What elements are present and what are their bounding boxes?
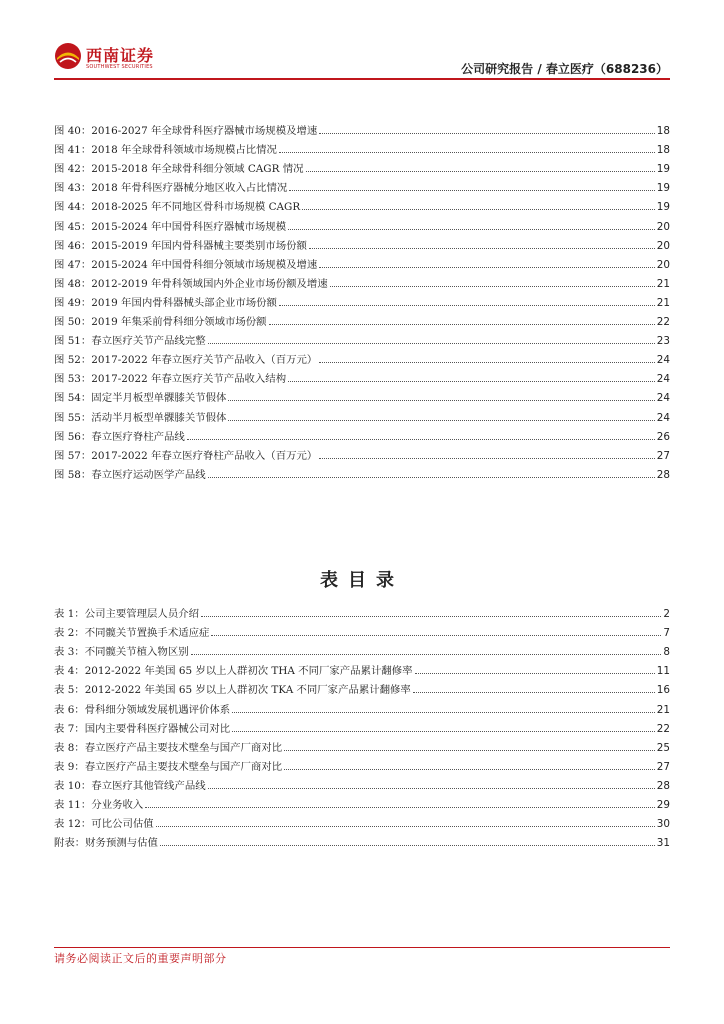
toc-entry[interactable] (54, 792, 670, 811)
toc-leader-dots (319, 458, 655, 459)
toc-leader-dots (415, 673, 655, 674)
toc-leader-dots (228, 420, 654, 421)
toc-entry-page[interactable]: 29 (656, 799, 670, 812)
toc-entry-label[interactable]: 图 55：活动半月板型单髁膝关节假体 (54, 411, 227, 424)
toc-entry-page[interactable]: 2 (663, 608, 670, 621)
header-divider (54, 78, 670, 80)
toc-leader-dots (269, 324, 655, 325)
toc-entry-page[interactable]: 18 (656, 144, 670, 157)
toc-entry-page[interactable]: 11 (656, 665, 670, 678)
toc-entry-page[interactable]: 24 (656, 411, 670, 424)
brand-name-en: SOUTHWEST SECURITIES (86, 64, 153, 70)
toc-entry-page[interactable]: 19 (656, 182, 670, 195)
toc-entry-label[interactable]: 图 54：固定半月板型单髁膝关节假体 (54, 392, 227, 405)
toc-entry-label[interactable]: 表 1：公司主要管理层人员介绍 (54, 608, 199, 621)
toc-entry[interactable] (54, 328, 670, 347)
toc-entry[interactable] (54, 194, 670, 213)
brand-name-cn: 西南证券 (86, 46, 155, 65)
toc-entry[interactable] (54, 735, 670, 754)
toc-leader-dots (208, 788, 655, 789)
toc-entry-page[interactable]: 23 (656, 335, 670, 348)
toc-leader-dots (309, 248, 655, 249)
toc-entry-label[interactable]: 图 57：2017-2022 年春立医疗脊柱产品收入（百万元） (54, 449, 318, 462)
toc-leader-dots (201, 616, 661, 617)
toc-entry-label[interactable]: 图 50：2019 年集采前骨科细分领域市场份额 (54, 316, 267, 329)
toc-leader-dots (156, 826, 655, 827)
toc-entry[interactable] (54, 233, 670, 252)
toc-entry-page[interactable]: 19 (656, 163, 670, 176)
toc-leader-dots (279, 152, 655, 153)
toc-entry-label[interactable]: 附表：财务预测与估值 (54, 837, 158, 850)
toc-entry-label[interactable]: 表 5：2012-2022 年美国 65 岁以上人群初次 TKA 不同厂家产品累计翻修率 (54, 684, 411, 697)
toc-leader-dots (306, 171, 655, 172)
toc-leader-dots (232, 712, 655, 713)
toc-entry-label[interactable]: 图 41：2018 年全球骨科领域市场规模占比情况 (54, 144, 277, 157)
toc-leader-dots (211, 635, 661, 636)
toc-entry[interactable] (54, 462, 670, 481)
toc-entry-page[interactable]: 31 (656, 837, 670, 850)
toc-entry-page[interactable]: 8 (663, 646, 670, 659)
toc-entry[interactable] (54, 424, 670, 443)
toc-entry[interactable] (54, 639, 670, 658)
report-title: 公司研究报告 / 春立医疗（688236） (461, 62, 668, 76)
toc-entry-label[interactable]: 图 46：2015-2019 年国内骨科器械主要类别市场份额 (54, 239, 307, 252)
toc-entry-label[interactable]: 图 53：2017-2022 年春立医疗关节产品收入结构 (54, 373, 287, 386)
table-toc-list (54, 601, 670, 849)
toc-leader-dots (319, 133, 655, 134)
toc-entry-page[interactable]: 28 (656, 779, 670, 792)
toc-entry-label[interactable]: 图 42：2015-2018 年全球骨科细分领域 CAGR 情况 (54, 163, 304, 176)
toc-entry-label[interactable]: 图 47：2015-2024 年中国骨科细分领域市场规模及增速 (54, 258, 318, 271)
toc-entry-page[interactable]: 20 (656, 220, 670, 233)
toc-entry-label[interactable]: 表 4：2012-2022 年美国 65 岁以上人群初次 THA 不同厂家产品累计翻修率 (54, 665, 413, 678)
toc-entry-label[interactable]: 表 9：春立医疗产品主要技术壁垒与国产厂商对比 (54, 760, 283, 773)
toc-entry[interactable] (54, 347, 670, 366)
toc-entry[interactable] (54, 175, 670, 194)
toc-leader-dots (191, 654, 662, 655)
toc-leader-dots (228, 400, 654, 401)
toc-entry-label[interactable]: 图 45：2015-2024 年中国骨科医疗器械市场规模 (54, 220, 287, 233)
footer-disclaimer: 请务必阅读正文后的重要声明部分 (54, 952, 227, 965)
toc-leader-dots (289, 190, 654, 191)
toc-leader-dots (288, 229, 655, 230)
toc-entry[interactable] (54, 677, 670, 696)
toc-entry-page[interactable]: 20 (656, 239, 670, 252)
toc-entry-page[interactable]: 28 (656, 468, 670, 481)
toc-leader-dots (279, 305, 655, 306)
toc-entry[interactable] (54, 156, 670, 175)
southwest-securities-logo-icon (54, 42, 82, 70)
table-toc-heading: 表目录 (320, 570, 404, 591)
toc-entry-label[interactable]: 图 58：春立医疗运动医学产品线 (54, 468, 206, 481)
toc-entry[interactable] (54, 385, 670, 404)
toc-entry-page[interactable]: 22 (656, 316, 670, 329)
toc-entry[interactable] (54, 754, 670, 773)
toc-entry[interactable] (54, 137, 670, 156)
toc-entry[interactable] (54, 309, 670, 328)
toc-entry[interactable] (54, 366, 670, 385)
footer-divider (54, 947, 670, 948)
toc-leader-dots (288, 381, 655, 382)
toc-leader-dots (319, 267, 655, 268)
toc-entry[interactable] (54, 601, 670, 620)
toc-leader-dots (160, 845, 655, 846)
toc-entry[interactable] (54, 716, 670, 735)
toc-entry[interactable] (54, 696, 670, 715)
toc-entry-page[interactable]: 26 (656, 430, 670, 443)
toc-entry[interactable] (54, 620, 670, 639)
toc-leader-dots (302, 209, 655, 210)
toc-entry-label[interactable]: 图 40：2016-2027 年全球骨科医疗器械市场规模及增速 (54, 125, 318, 138)
toc-entry[interactable] (54, 252, 670, 271)
toc-entry[interactable] (54, 213, 670, 232)
brand-logo[interactable] (54, 42, 164, 76)
toc-entry-page[interactable]: 27 (656, 760, 670, 773)
toc-entry-page[interactable]: 7 (663, 627, 670, 640)
toc-entry-page[interactable]: 22 (656, 722, 670, 735)
toc-leader-dots (145, 807, 655, 808)
toc-entry[interactable] (54, 271, 670, 290)
toc-entry-label[interactable]: 图 49：2019 年国内骨科器械头部企业市场份额 (54, 296, 277, 309)
toc-leader-dots (284, 769, 655, 770)
toc-entry-page[interactable]: 18 (656, 125, 670, 138)
toc-leader-dots (330, 286, 655, 287)
toc-entry[interactable] (54, 830, 670, 849)
toc-entry-label[interactable]: 表 3：不同髋关节植入物区别 (54, 646, 189, 659)
toc-entry-page[interactable]: 24 (656, 373, 670, 386)
toc-entry[interactable] (54, 118, 670, 137)
figure-toc-list (54, 118, 670, 481)
toc-leader-dots (208, 343, 655, 344)
page-header (0, 0, 724, 82)
toc-entry-label[interactable]: 图 48：2012-2019 年骨科领域国内外企业市场份额及增速 (54, 277, 328, 290)
toc-entry-label[interactable]: 表 8：春立医疗产品主要技术壁垒与国产厂商对比 (54, 741, 283, 754)
toc-entry-page[interactable]: 21 (656, 703, 670, 716)
toc-entry-page[interactable]: 24 (656, 354, 670, 367)
toc-leader-dots (208, 477, 655, 478)
toc-entry-page[interactable]: 30 (656, 818, 670, 831)
toc-entry-label[interactable]: 图 52：2017-2022 年春立医疗关节产品收入（百万元） (54, 354, 318, 367)
toc-entry-page[interactable]: 21 (656, 296, 670, 309)
toc-leader-dots (187, 439, 655, 440)
toc-entry[interactable] (54, 811, 670, 830)
toc-entry-label[interactable]: 图 56：春立医疗脊柱产品线 (54, 430, 185, 443)
toc-entry-page[interactable]: 20 (656, 258, 670, 271)
toc-entry[interactable] (54, 658, 670, 677)
toc-entry-label[interactable]: 表 6：骨科细分领域发展机遇评价体系 (54, 703, 231, 716)
toc-leader-dots (319, 362, 655, 363)
toc-leader-dots (413, 692, 655, 693)
toc-entry-page[interactable]: 25 (656, 741, 670, 754)
toc-entry[interactable] (54, 773, 670, 792)
toc-entry-label[interactable]: 图 44：2018-2025 年不同地区骨科市场规模 CAGR (54, 201, 301, 214)
toc-entry-page[interactable]: 19 (656, 201, 670, 214)
toc-leader-dots (284, 750, 655, 751)
toc-entry-label[interactable]: 表 10：春立医疗其他管线产品线 (54, 779, 206, 792)
toc-entry-page[interactable]: 16 (656, 684, 670, 697)
toc-entry-label[interactable]: 图 43：2018 年骨科医疗器械分地区收入占比情况 (54, 182, 288, 195)
toc-entry-label[interactable]: 表 7：国内主要骨科医疗器械公司对比 (54, 722, 231, 735)
toc-entry-page[interactable]: 24 (656, 392, 670, 405)
toc-entry[interactable] (54, 404, 670, 423)
toc-entry[interactable] (54, 443, 670, 462)
toc-entry-page[interactable]: 21 (656, 277, 670, 290)
toc-entry-label[interactable]: 表 2：不同髋关节置换手术适应症 (54, 627, 210, 640)
toc-entry-label[interactable]: 表 11：分业务收入 (54, 799, 144, 812)
toc-entry[interactable] (54, 290, 670, 309)
toc-entry-label[interactable]: 表 12：可比公司估值 (54, 818, 154, 831)
toc-entry-label[interactable]: 图 51：春立医疗关节产品线完整 (54, 335, 206, 348)
toc-entry-page[interactable]: 27 (656, 449, 670, 462)
toc-leader-dots (232, 731, 655, 732)
